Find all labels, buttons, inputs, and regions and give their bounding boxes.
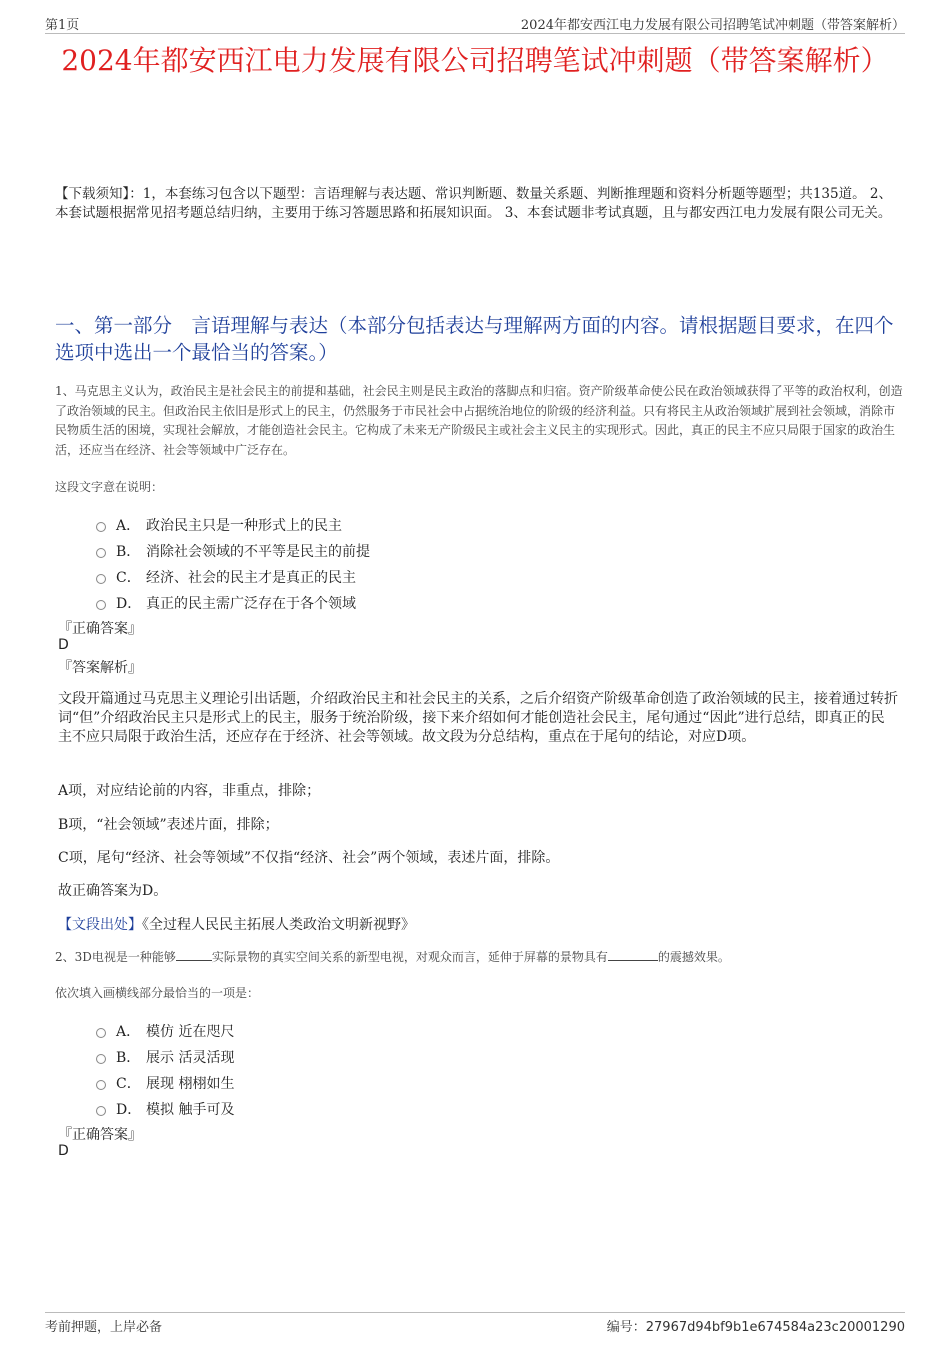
option-a[interactable] bbox=[96, 512, 370, 538]
source-tag: 【文段出处】 bbox=[58, 917, 142, 933]
option-letter: B． bbox=[116, 1050, 141, 1066]
question-1-options bbox=[96, 512, 370, 616]
option-text: 政治民主只是一种形式上的民主 bbox=[146, 518, 342, 534]
correct-answer-value: D bbox=[58, 637, 69, 653]
option-letter: C． bbox=[116, 1076, 141, 1092]
analysis-note-a: A项，对应结论前的内容，非重点，排除； bbox=[58, 783, 321, 799]
option-letter: D． bbox=[116, 596, 142, 612]
option-c[interactable] bbox=[96, 1070, 234, 1096]
fill-blank-2 bbox=[608, 949, 658, 961]
question-1-text: 1、马克思主义认为，政治民主是社会民主的前提和基础，社会民主则是民主政治的落脚点和归宿。资产阶级革命使公民在政治领域获得了平等的政治权利，创造了政治领域的民主。但政治民主依旧是形式上的民主，仍然服务于市民社会中占据统治地位的阶级的经济利益。只有将民主从政治领域扩展到社会领域，消除市民物质生活的困境，实现社会解放，才能创造社会民主。它构成了未来无产阶级民主或社会主义民主的实现形式。因此，真正的民主不应只局限于国家的政治生活，还应当在经济、社会等领域中广泛存在。 bbox=[55, 384, 903, 457]
option-a[interactable] bbox=[96, 1018, 234, 1044]
option-c[interactable] bbox=[96, 564, 370, 590]
page-footer bbox=[45, 1312, 905, 1334]
source-text: 《全过程人民民主拓展人类政治文明新视野》 bbox=[142, 917, 415, 933]
question-2-text bbox=[55, 948, 905, 968]
radio-icon[interactable] bbox=[96, 1028, 106, 1038]
document-title: 2024年都安西江电力发展有限公司招聘笔试冲刺题（带答案解析） bbox=[61, 44, 889, 77]
analysis-conclusion: 故正确答案为D。 bbox=[58, 883, 168, 899]
option-letter: D． bbox=[116, 1102, 142, 1118]
option-letter: A． bbox=[116, 1024, 141, 1040]
radio-icon[interactable] bbox=[96, 1080, 106, 1090]
question-2-stem: 依次填入画横线部分最恰当的一项是： bbox=[55, 986, 260, 1000]
analysis-label: 『答案解析』 bbox=[58, 660, 142, 676]
question-2-text-part: 实际景物的真实空间关系的新型电视，对观众而言，延伸于屏幕的景物具有 bbox=[211, 950, 608, 964]
option-text: 模拟 触手可及 bbox=[146, 1102, 235, 1118]
question-2-options bbox=[96, 1018, 234, 1122]
answer-analysis: 文段开篇通过马克思主义理论引出话题，介绍政治民主和社会民主的关系，之后介绍资产阶级革命创造了政治领域的民主，接着通过转折词“但”介绍政治民主只是形式上的民主，服务于统治阶级，接下来介绍如何才能创造社会民主，尾句通过“因此”进行总结，即真正的民主不应只局限于政治生活，还应存在于经济、社会等领域。故文段为分总结构，重点在于尾句的结论，对应D项。 bbox=[58, 691, 898, 745]
code-label: 编号： bbox=[606, 1320, 646, 1335]
radio-icon[interactable] bbox=[96, 1106, 106, 1116]
analysis-note-b: B项，“社会领域”表述片面，排除； bbox=[58, 817, 279, 833]
section-heading: 一、第一部分 言语理解与表达（本部分包括表达与理解两方面的内容。请根据题目要求，在四个选项中选出一个最恰当的答案。） bbox=[55, 314, 894, 364]
page-number: 第1页 bbox=[45, 18, 80, 33]
footer-slogan: 考前押题，上岸必备 bbox=[45, 1320, 163, 1335]
option-letter: A． bbox=[116, 518, 141, 534]
header-doc-title: 2024年都安西江电力发展有限公司招聘笔试冲刺题（带答案解析） bbox=[520, 18, 905, 33]
option-b[interactable] bbox=[96, 1044, 234, 1070]
question-2-text-part: 的震撼效果。 bbox=[657, 950, 730, 964]
analysis-note-c: C项，尾句“经济、社会等领域”不仅指“经济、社会”两个领域，表述片面，排除。 bbox=[58, 850, 560, 866]
option-letter: B． bbox=[116, 544, 141, 560]
option-b[interactable] bbox=[96, 538, 370, 564]
passage-source bbox=[58, 914, 415, 934]
option-text: 模仿 近在咫尺 bbox=[146, 1024, 235, 1040]
option-d[interactable] bbox=[96, 590, 370, 616]
footer-code bbox=[607, 1316, 905, 1335]
question-2-text-part: 2、3D电视是一种能够 bbox=[55, 950, 176, 964]
radio-icon[interactable] bbox=[96, 574, 106, 584]
download-notice: 【下载须知】：1，本套练习包含以下题型：言语理解与表达题、常识判断题、数量关系题、判断推理题和资料分析题等题型；共135道。 2、本套试题根据常见招考题总结归纳，主要用于练习答题思路和拓展知识面。 3、本套试题非考试真题，且与都安西江电力发展有限公司无关。 bbox=[55, 186, 892, 221]
option-text: 消除社会领域的不平等是民主的前提 bbox=[146, 544, 370, 560]
correct-answer-label: 『正确答案』 bbox=[58, 621, 142, 637]
option-text: 展示 活灵活现 bbox=[146, 1050, 235, 1066]
option-text: 展现 栩栩如生 bbox=[146, 1076, 235, 1092]
correct-answer-value: D bbox=[58, 1143, 69, 1159]
option-text: 经济、社会的民主才是真正的民主 bbox=[146, 570, 356, 586]
question-1-stem: 这段文字意在说明： bbox=[55, 480, 164, 494]
page-header bbox=[45, 12, 905, 34]
radio-icon[interactable] bbox=[96, 548, 106, 558]
fill-blank-1 bbox=[176, 949, 212, 961]
radio-icon[interactable] bbox=[96, 1054, 106, 1064]
correct-answer-label: 『正确答案』 bbox=[58, 1127, 142, 1143]
option-text: 真正的民主需广泛存在于各个领域 bbox=[146, 596, 356, 612]
radio-icon[interactable] bbox=[96, 600, 106, 610]
code-value: 27967d94bf9b1e674584a23c20001290 bbox=[645, 1320, 905, 1335]
option-d[interactable] bbox=[96, 1096, 234, 1122]
radio-icon[interactable] bbox=[96, 522, 106, 532]
option-letter: C． bbox=[116, 570, 141, 586]
